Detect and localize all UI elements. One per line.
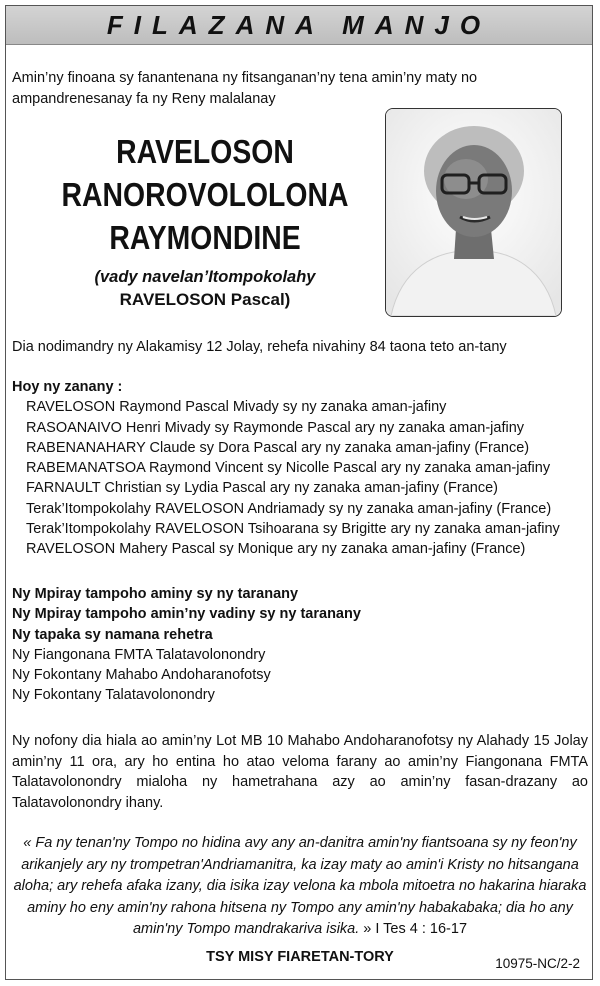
death-notice: Dia nodimandry ny Alakamisy 12 Jolay, rehefa nivahiny 84 taona teto an-tany [12,339,507,355]
deceased-name-line: RAVELOSON [116,133,294,170]
mourner-line-bold: Ny Mpiray tampoho amin’ny vadiny sy ny taranany [12,606,361,623]
spouse-label: (vady navelan’Itompokolahy [94,268,316,286]
list-item: RASOANAIVO Henri Mivady sy Raymonde Pascal ary ny zanaka aman-jafiny [26,419,525,436]
mourner-line: Ny Fokontany Mahabo Andoharanofotsy [12,667,271,684]
deceased-name-line: RAYMONDINE [109,219,301,256]
children-list [12,377,592,560]
closing-note: TSY MISY FIARETAN-TORY [206,949,394,965]
verse-reference: » I Tes 4 : 16-17 [359,921,468,937]
spouse-name: RAVELOSON Pascal) [119,290,291,309]
list-item: RAVELOSON Mahery Pascal sy Monique ary ny zanaka aman-jafiny (France) [26,541,526,558]
portrait-image [386,109,561,316]
list-item: FARNAULT Christian sy Lydia Pascal ary ny zanaka aman-jafiny (France) [26,480,498,497]
mourner-line-bold: Ny Mpiray tampoho aminy sy ny taranany [12,586,299,602]
intro-text: Amin’ny finoana sy fanantenana ny fitsanganan’ny tena amin’ny maty no ampandrenesanay fa ny Reny malalanay [12,70,478,107]
mourner-line: Ny Fiangonana FMTA Talatavolonondry [12,646,266,663]
banner [6,6,592,45]
verse-text: « Fa ny tenan'ny Tompo no hidina avy any an-danitra amin'ny fiantsoana sy ny feon'ny arikanjely ary ny trompetran'Andriamanitra, ka izay maty ao amin'i Kristy no hitsangana aloha; ary rehefa afaka izany, dia isika izay velona ka mbola mitoetra no hakarina hiaraka aminy ho eny amin'ny rahona hitsena ny Tompo any amin'ny habakabaka; dia ho any amin'ny Tompo mandrakariva isika. [13,835,587,937]
mourner-line-bold: Ny tapaka sy namana rehetra [12,626,213,643]
list-item: RABENANAHARY Claude sy Dora Pascal ary ny zanaka aman-jafiny (France) [26,439,530,456]
list-item: RABEMANATSOA Raymond Vincent sy Nicolle Pascal ary ny zanaka aman-jafiny [26,460,551,477]
list-item: Terak’Itompokolahy RAVELOSON Tsihoarana sy Brigitte ary ny zanaka aman-jafiny [26,521,560,538]
list-item: RAVELOSON Raymond Pascal Mivady sy ny zanaka aman-jafiny [26,399,447,416]
mourner-line: Ny Fokontany Talatavolonondry [12,687,215,704]
deceased-name-block [30,130,380,311]
mourners-list [12,584,592,706]
portrait-photo [385,108,562,317]
funeral-details: Ny nofony dia hiala ao amin’ny Lot MB 10 Mahabo Andoharanofotsy ny Alahady 15 Jolay amin’ny 11 ora, ary ho entina ho atao veloma farany ao amin’ny Fiangonana FMTA Talatavolonondry mialoha ny hametrahana azy ao amin’ny fasan-drazany ao Talatavolonondry ihany. [12,733,588,811]
list-item: Terak’Itompokolahy RAVELOSON Andriamady sy ny zanaka aman-jafiny (France) [26,500,552,517]
deceased-name-line: RANOROVOLOLONA [61,176,349,213]
bible-verse [12,833,588,941]
children-heading: Hoy ny zanany : [12,379,123,395]
banner-title: FILAZANA MANJO [106,9,492,40]
reference-code: 10975-NC/2-2 [495,956,580,971]
